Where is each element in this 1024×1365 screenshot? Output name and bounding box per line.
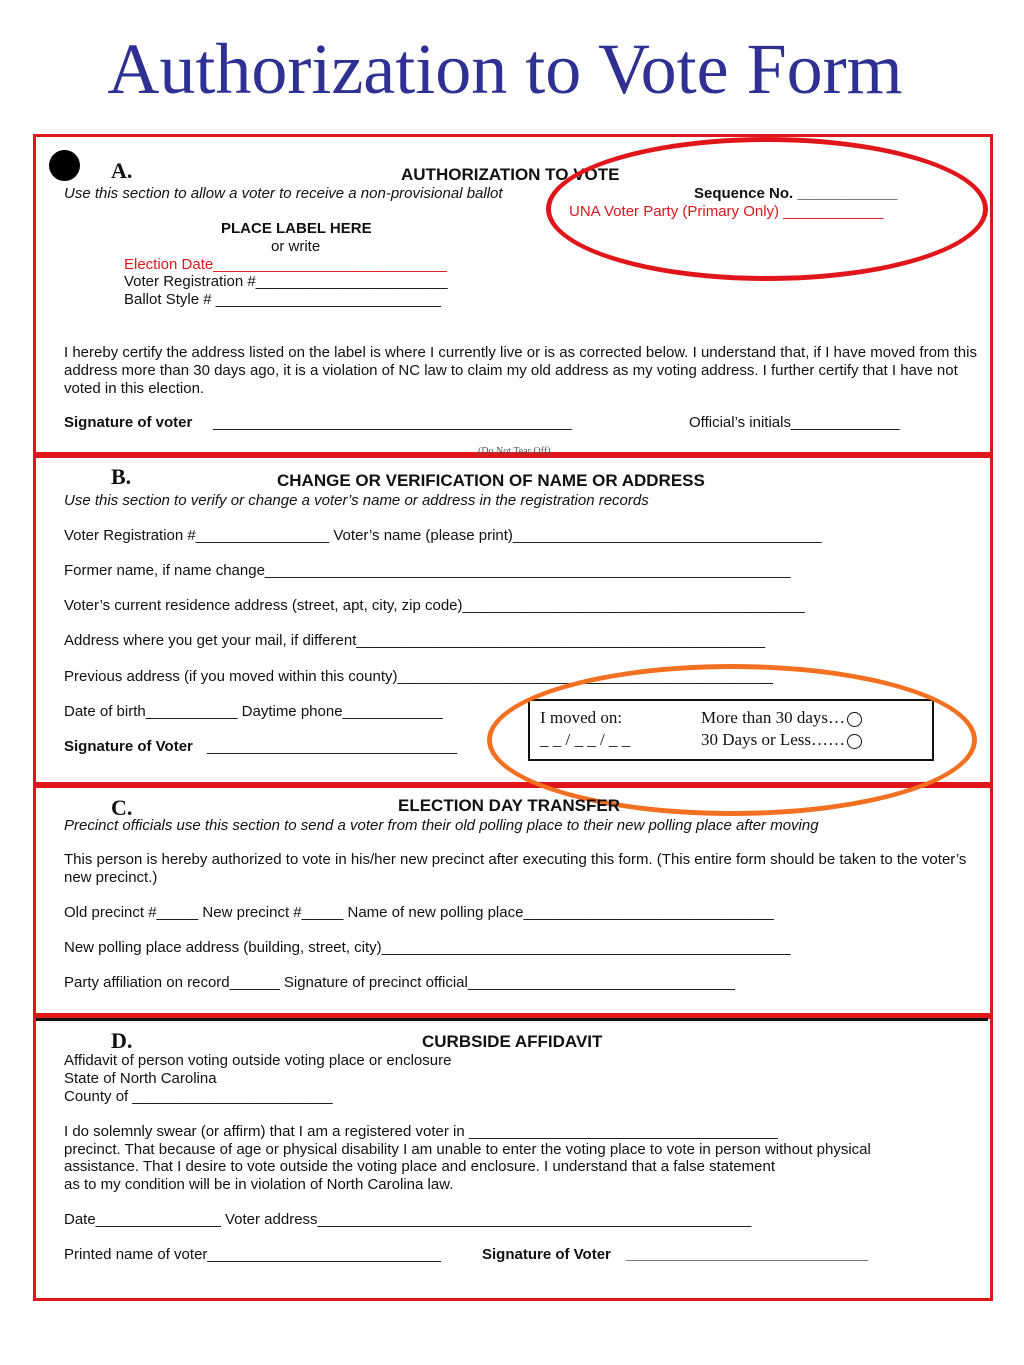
swear-line-3: assistance. That I desire to vote outside the voting place and enclosure. I understand that a false statement bbox=[64, 1158, 775, 1175]
more-than-30-label: More than 30 days… bbox=[701, 708, 846, 727]
bullet-dot-icon bbox=[49, 150, 80, 181]
voter-signature-label-d: Signature of Voter bbox=[482, 1246, 611, 1263]
page-title: Authorization to Vote Form bbox=[107, 29, 903, 109]
dob-phone-line[interactable]: Date of birth___________ Daytime phone____________ bbox=[64, 703, 443, 720]
transfer-paragraph: This person is hereby authorized to vote in his/her new precinct after executing this form. (This entire form should be taken to the voter’s new precinct.) bbox=[64, 851, 967, 886]
section-a-letter: A. bbox=[111, 158, 133, 183]
place-label-heading: PLACE LABEL HERE bbox=[221, 220, 372, 237]
sequence-number-field[interactable]: Sequence No. ____________ bbox=[694, 185, 898, 202]
printed-name-field[interactable]: Printed name of voter____________________________ bbox=[64, 1246, 441, 1263]
30-or-less-radio-icon[interactable] bbox=[847, 734, 862, 749]
section-d-heading: CURBSIDE AFFIDAVIT bbox=[422, 1032, 603, 1051]
section-b-subtitle: Use this section to verify or change a voter’s name or address in the registration records bbox=[64, 492, 649, 509]
county-field[interactable]: County of ________________________ bbox=[64, 1088, 333, 1105]
voter-name-line[interactable]: Voter Registration #________________ Voter’s name (please print)_____________________________________ bbox=[64, 527, 822, 544]
swear-line-2: precinct. That because of age or physical disability I am unable to enter the voting place to vote in person without physical bbox=[64, 1141, 871, 1158]
swear-line-1[interactable]: I do solemnly swear (or affirm) that I am a registered voter in _____________________________________ bbox=[64, 1123, 778, 1140]
ballot-style-field[interactable]: Ballot Style # ___________________________ bbox=[124, 291, 441, 308]
voter-signature-field-b[interactable]: ______________________________ bbox=[207, 738, 458, 755]
mailing-address-line[interactable]: Address where you get your mail, if different_________________________________________________ bbox=[64, 632, 766, 649]
moved-date-field[interactable]: _ _ / _ _ / _ _ bbox=[540, 730, 631, 749]
30-or-less-option[interactable] bbox=[701, 730, 862, 750]
divider-rule bbox=[36, 1018, 988, 1021]
residence-address-line[interactable]: Voter’s current residence address (street, apt, city, zip code)_________________________________________ bbox=[64, 597, 805, 614]
section-b-letter: B. bbox=[111, 464, 132, 489]
moved-on-label: I moved on: bbox=[540, 708, 623, 727]
section-c-subtitle: Precinct officials use this section to send a voter from their old polling place to their new polling place after moving bbox=[64, 817, 819, 834]
section-a-subtitle: Use this section to allow a voter to receive a non-provisional ballot bbox=[64, 185, 503, 202]
party-signature-line[interactable]: Party affiliation on record______ Signature of precinct official________________________________ bbox=[64, 974, 735, 991]
election-date-field[interactable]: Election Date____________________________ bbox=[124, 256, 447, 273]
voter-registration-field[interactable]: Voter Registration #_______________________ bbox=[124, 273, 448, 290]
swear-line-4: as to my condition will be in violation of North Carolina law. bbox=[64, 1176, 454, 1193]
former-name-line[interactable]: Former name, if name change_______________________________________________________________ bbox=[64, 562, 791, 579]
state-text: State of North Carolina bbox=[64, 1070, 217, 1087]
30-or-less-label: 30 Days or Less…… bbox=[701, 730, 846, 749]
moved-on-box bbox=[528, 699, 934, 761]
section-c-heading: ELECTION DAY TRANSFER bbox=[398, 796, 620, 815]
voter-signature-field[interactable]: ___________________________________________ bbox=[213, 414, 572, 431]
certification-paragraph: I hereby certify the address listed on the label is where I currently live or is as corrected below. I understand that, if I have moved from this address more than 30 days ago, it is a violation of NC law to claim my old address as my voting address. I further certify that I have not voted in this election. bbox=[64, 344, 977, 397]
section-b-heading: CHANGE OR VERIFICATION OF NAME OR ADDRESS bbox=[277, 471, 705, 490]
section-d-letter: D. bbox=[111, 1028, 133, 1053]
section-c-letter: C. bbox=[111, 795, 133, 820]
precinct-line[interactable]: Old precinct #_____ New precinct #_____ Name of new polling place______________________________ bbox=[64, 904, 774, 921]
date-address-line[interactable]: Date_______________ Voter address____________________________________________________ bbox=[64, 1211, 752, 1228]
polling-address-line[interactable]: New polling place address (building, street, city)_________________________________________________ bbox=[64, 939, 791, 956]
previous-address-line[interactable]: Previous address (if you moved within this county)_____________________________________________ bbox=[64, 668, 773, 685]
section-a-heading: AUTHORIZATION TO VOTE bbox=[401, 165, 620, 184]
or-write-text: or write bbox=[271, 238, 321, 255]
affidavit-title: Affidavit of person voting outside voting place or enclosure bbox=[64, 1052, 452, 1069]
more-than-30-option[interactable] bbox=[701, 708, 862, 728]
officials-initials-field[interactable]: Official’s initials_____________ bbox=[689, 414, 900, 431]
tear-note: (Do Not Tear Off) bbox=[478, 446, 551, 457]
more-than-30-radio-icon[interactable] bbox=[847, 712, 862, 727]
voter-signature-field-d[interactable]: _____________________________ bbox=[626, 1246, 868, 1263]
voter-signature-label-b: Signature of Voter bbox=[64, 738, 193, 755]
una-voter-party-field[interactable]: UNA Voter Party (Primary Only) ____________ bbox=[569, 203, 884, 220]
voter-signature-label: Signature of voter bbox=[64, 414, 193, 431]
